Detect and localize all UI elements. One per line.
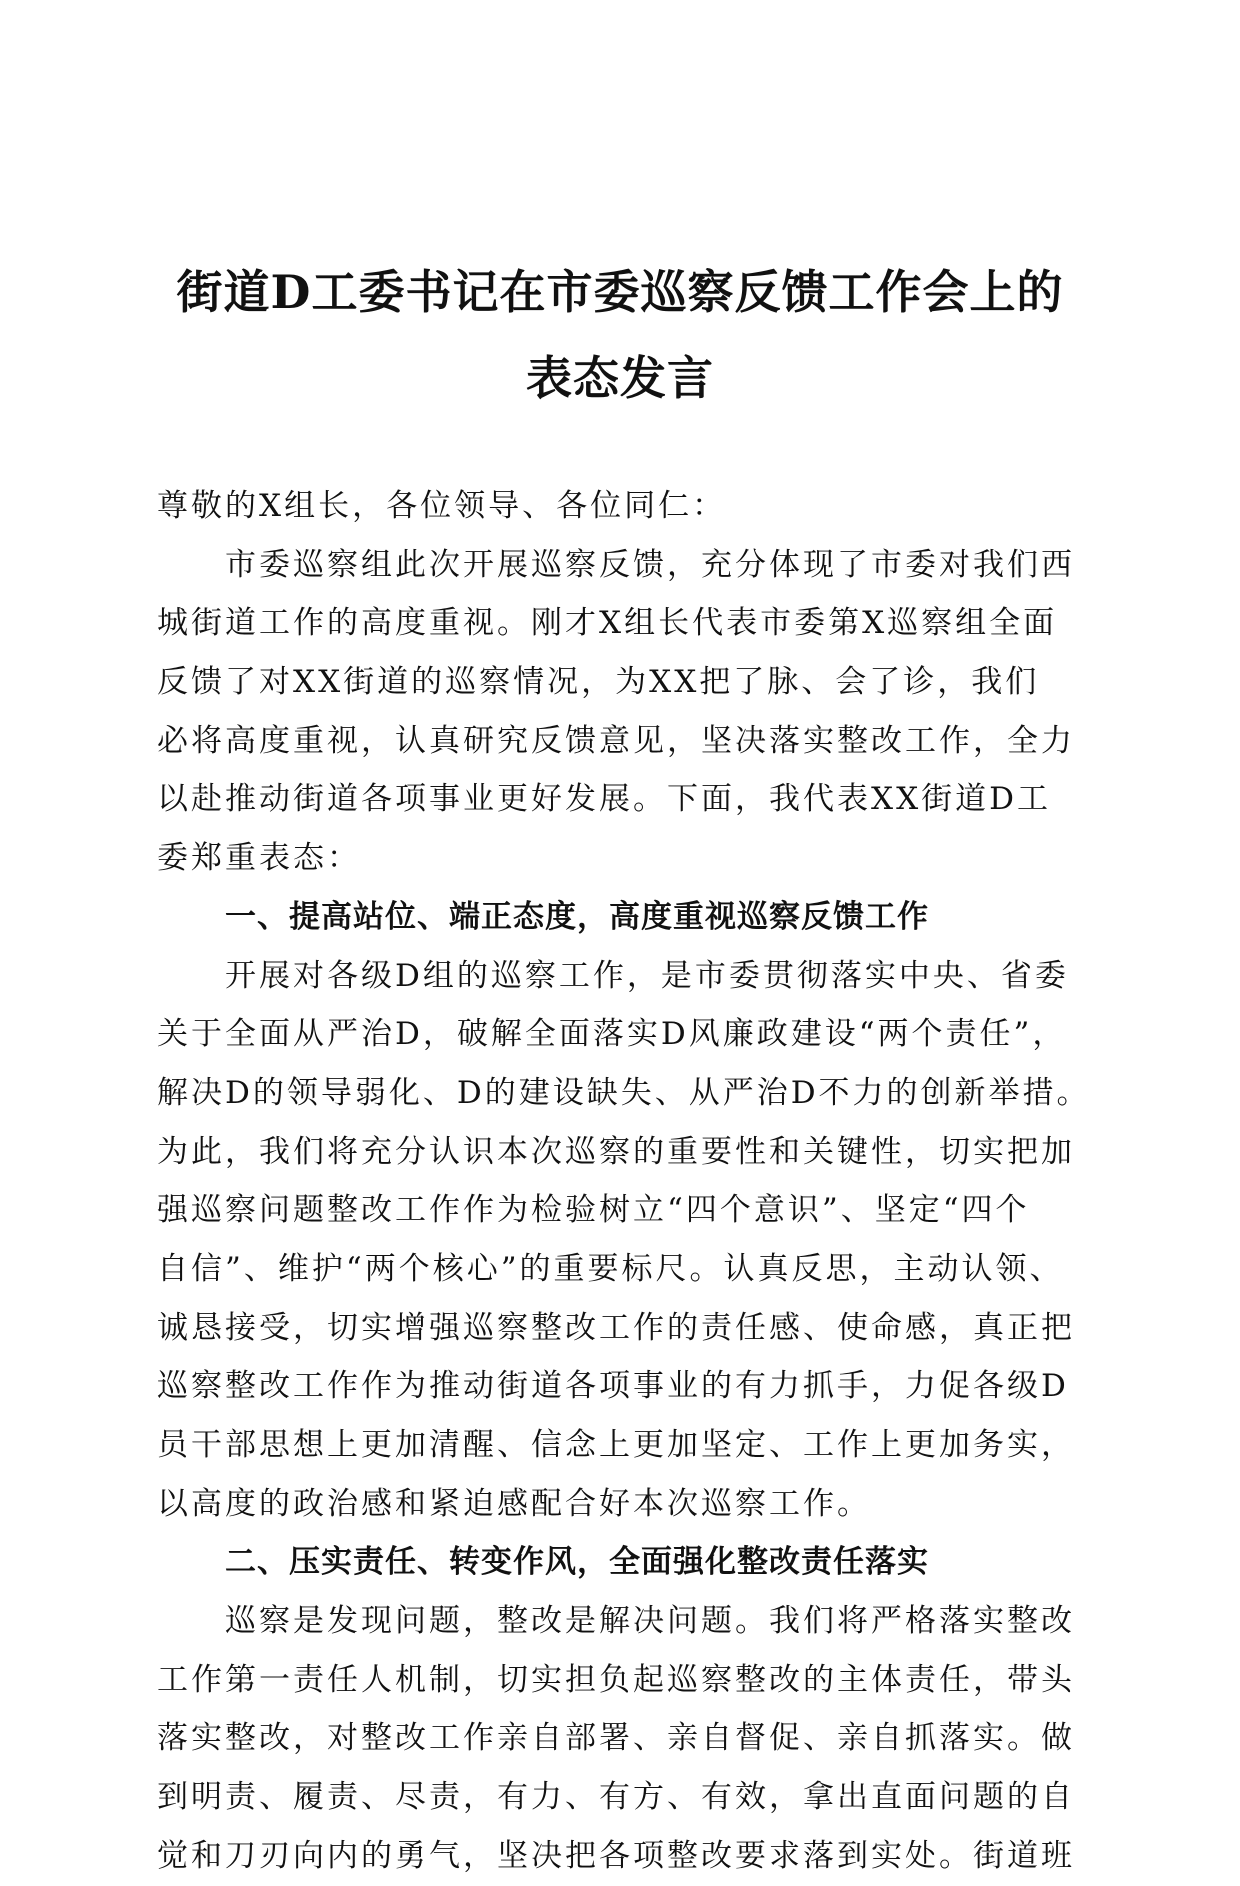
paragraph-line: 必将高度重视，认真研究反馈意见，坚决落实整改工作，全力 — [157, 722, 1075, 759]
paragraph-line: 员干部思想上更加清醒、信念上更加坚定、工作上更加务实， — [157, 1427, 1075, 1463]
paragraph-line: 城街道工作的高度重视。刚才X组长代表市委第X巡察组全面 — [157, 605, 1058, 642]
paragraph-line: 自信”、维护“两个核心”的重要标尺。认真反思，主动认领、 — [157, 1250, 1064, 1287]
paragraph-line: 反馈了对XX街道的巡察情况，为XX把了脉、会了诊，我们 — [157, 664, 1040, 701]
paragraph-line: 诚恳接受，切实增强巡察整改工作的责任感、使命感，真正把 — [157, 1309, 1075, 1346]
paragraph-line: 解决D的领导弱化、D的建设缺失、从严治D不力的创新举措。 — [157, 1074, 1091, 1111]
paragraph-line: 巡察整改工作作为推动街道各项事业的有力抓手，力促各级D — [157, 1368, 1069, 1405]
paragraph-line: 工作第一责任人机制，切实担负起巡察整改的主体责任，带头 — [157, 1661, 1075, 1698]
paragraph-line: 关于全面从严治D，破解全面落实D风廉政建设“两个责任”， — [157, 1016, 1067, 1053]
document-title-line-1: 街道D工委书记在市委巡察反馈工作会上的 — [176, 265, 1064, 319]
paragraph-line: 觉和刀刃向内的勇气，坚决把各项整改要求落到实处。街道班 — [157, 1837, 1075, 1874]
document-title-line-2: 表态发言 — [526, 351, 714, 405]
paragraph-line: 以高度的政治感和紧迫感配合好本次巡察工作。 — [157, 1485, 871, 1522]
paragraph-line: 开展对各级D组的巡察工作，是市委贯彻落实中央、省委 — [225, 957, 1069, 994]
paragraph-line: 以赴推动街道各项事业更好发展。下面，我代表XX街道D工 — [157, 781, 1051, 818]
paragraph-line: 委郑重表态： — [157, 840, 361, 877]
document-body — [157, 477, 1091, 1886]
paragraph-line: 到明责、履责、尽责，有力、有方、有效，拿出直面问题的自 — [157, 1779, 1075, 1816]
section-heading-2: 二、压实责任、转变作风，全面强化整改责任落实 — [225, 1544, 929, 1581]
paragraph-line: 落实整改，对整改工作亲自部署、亲自督促、亲自抓落实。做 — [157, 1720, 1075, 1757]
paragraph-line: 为此，我们将充分认识本次巡察的重要性和关键性，切实把加 — [157, 1133, 1075, 1170]
paragraph-line: 市委巡察组此次开展巡察反馈，充分体现了市委对我们西 — [225, 546, 1075, 583]
paragraph-line: 强巡察问题整改工作作为检验树立“四个意识”、坚定“四个 — [157, 1192, 1030, 1229]
paragraph-line: 巡察是发现问题，整改是解决问题。我们将严格落实整改 — [225, 1603, 1075, 1640]
section-heading-1: 一、提高站位、端正态度，高度重视巡察反馈工作 — [225, 898, 929, 935]
salutation: 尊敬的X组长，各位领导、各位同仁： — [157, 488, 727, 524]
